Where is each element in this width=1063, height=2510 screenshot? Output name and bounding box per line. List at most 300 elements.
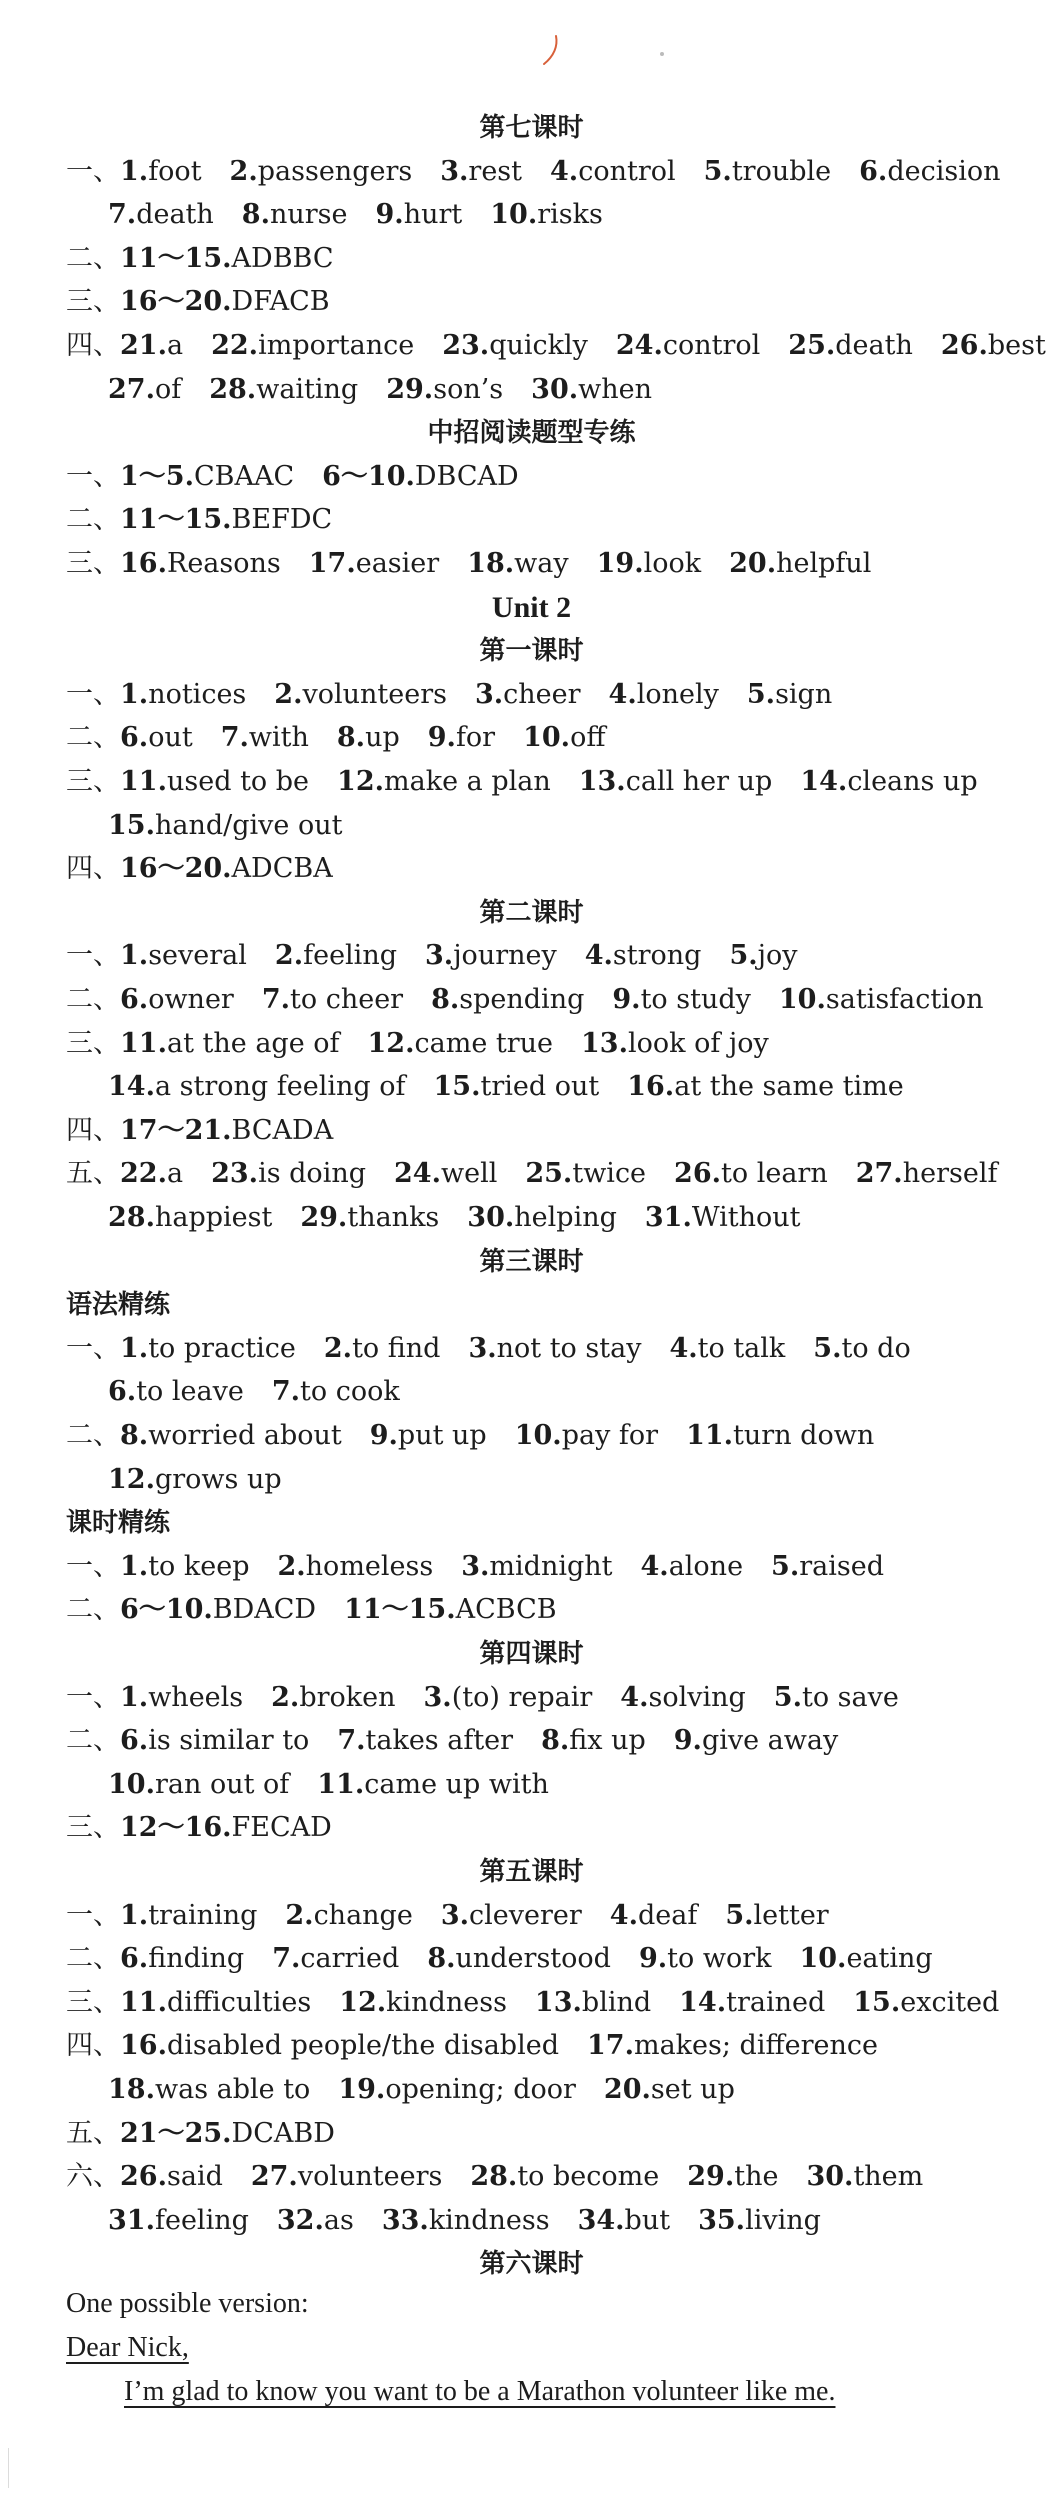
item-number: 11～15. (120, 504, 232, 536)
item-number: 19. (338, 2074, 386, 2105)
answer-item (108, 1464, 282, 1495)
item-number: 21. (120, 330, 167, 361)
item-answer: easier (355, 548, 440, 579)
item-answer: excited (900, 1986, 1000, 2018)
item-answer: trained (726, 1986, 826, 2018)
answer-line (108, 1763, 1033, 1807)
answer-item (338, 2074, 576, 2105)
item-number: 22. (211, 330, 259, 361)
answer-item (337, 722, 400, 753)
answer-item (550, 156, 676, 187)
answer-item (108, 1769, 289, 1800)
section-heading: 第五课时 (479, 1857, 584, 1887)
item-answer: finding (148, 1943, 245, 1975)
item-answer: change (313, 1899, 413, 1931)
answer-item (120, 1333, 296, 1364)
answer-item (581, 1028, 769, 1059)
answer-item (120, 1987, 311, 2018)
part-label: 二、 (66, 1943, 120, 1975)
answer-line (66, 150, 1033, 194)
part-label: 二、 (66, 722, 120, 754)
answer-item (687, 2161, 778, 2192)
item-number: 1～5. (120, 460, 194, 492)
subsection-heading: 课时精练 (66, 1508, 171, 1539)
part-label: 四、 (66, 2030, 120, 2062)
item-number: 8. (336, 722, 366, 754)
item-number: 4. (669, 1332, 698, 1364)
answer-line (108, 1065, 1033, 1109)
item-number: 3. (440, 155, 469, 187)
item-answer: out (148, 722, 193, 754)
answer-line (108, 1370, 1033, 1414)
item-answer: solving (648, 1681, 746, 1713)
item-number: 2. (323, 1332, 353, 1364)
answer-line (66, 237, 1033, 281)
item-answer: decision (887, 155, 1001, 187)
item-number: 1. (120, 1550, 149, 1582)
item-answer: the (734, 2161, 779, 2193)
item-answer: off (570, 722, 606, 754)
section-heading: 中招阅读题型专练 (427, 418, 636, 449)
item-answer: nurse (269, 199, 348, 231)
answer-line (66, 2112, 1033, 2156)
item-answer: kindness (428, 2204, 550, 2236)
item-number: 35. (698, 2204, 746, 2236)
answer-item (531, 374, 652, 405)
answer-item (641, 1551, 744, 1582)
item-number: 3. (440, 1899, 470, 1931)
item-number: 13. (534, 1986, 582, 2018)
item-number: 25. (788, 330, 836, 361)
item-answer: notices (148, 678, 247, 710)
answer-line (66, 1894, 1033, 1938)
item-number: 16～20. (120, 286, 232, 318)
part-label: 二、 (66, 1594, 120, 1626)
item-number: 16. (120, 548, 167, 579)
item-number: 7. (272, 1943, 301, 1975)
item-number: 13. (581, 1027, 628, 1059)
item-number: 1. (120, 1899, 149, 1931)
answer-item (610, 1900, 698, 1931)
answer-item (108, 810, 342, 841)
item-number: 12. (367, 1027, 415, 1059)
item-number: 8. (541, 1725, 570, 1757)
answer-line (66, 1327, 1033, 1371)
item-answer: eating (846, 1943, 933, 1975)
item-answer: a (166, 1158, 184, 1190)
item-answer: death (835, 330, 913, 361)
answer-line (66, 455, 1033, 499)
item-number: 1. (120, 155, 149, 187)
part-label: 三、 (66, 766, 120, 797)
item-answer: takes after (365, 1725, 514, 1757)
item-answer: journey (453, 940, 557, 972)
answer-line (66, 1806, 1033, 1850)
answer-item (620, 1682, 746, 1713)
part-label: 二、 (66, 1725, 120, 1757)
part-label: 一、 (66, 1899, 120, 1931)
item-number: 5. (725, 1899, 754, 1931)
answer-item (337, 766, 551, 797)
answer-line (66, 280, 1033, 324)
answer-item (209, 374, 358, 405)
item-answer: DBCAD (414, 460, 519, 492)
answer-item (277, 2205, 354, 2236)
item-answer: came up with (364, 1768, 549, 1800)
item-number: 14. (108, 1071, 155, 1103)
section-heading: 第七课时 (479, 113, 584, 143)
item-number: 5. (813, 1332, 842, 1364)
answer-item (120, 156, 202, 187)
item-number: 10. (108, 1768, 155, 1800)
item-number: 32. (276, 2204, 324, 2236)
item-answer: grows up (154, 1463, 282, 1495)
answer-line (66, 542, 1033, 586)
answer-item (627, 1071, 904, 1102)
item-answer: sign (775, 678, 833, 710)
item-number: 2. (271, 1681, 300, 1713)
answer-item (120, 1900, 257, 1931)
answer-item (604, 2074, 735, 2105)
item-number: 29. (687, 2161, 735, 2193)
answer-item (729, 940, 797, 971)
answer-item (120, 679, 246, 710)
item-number: 18. (108, 2074, 155, 2105)
answer-item (120, 1158, 183, 1189)
item-number: 7. (220, 722, 249, 754)
item-number: 2. (277, 1550, 306, 1582)
item-number: 15. (108, 809, 155, 841)
item-answer: control (662, 330, 761, 361)
item-number: 12～16. (120, 1812, 232, 1844)
item-number: 3. (423, 1681, 452, 1713)
item-number: 10. (778, 984, 826, 1015)
answer-item (440, 156, 522, 187)
answer-item (674, 1725, 838, 1756)
item-answer: a (166, 330, 184, 361)
part-label: 一、 (66, 460, 120, 492)
item-number: 7. (337, 1725, 366, 1757)
answer-item (108, 199, 214, 230)
item-answer: BEFDC (231, 504, 333, 536)
item-answer: up (365, 722, 400, 754)
item-answer: tried out (480, 1071, 600, 1103)
item-number: 6. (120, 722, 149, 754)
section-heading: 第二课时 (479, 897, 584, 928)
item-answer: rest (468, 155, 523, 187)
item-answer: alone (668, 1550, 744, 1582)
answer-item (859, 156, 1000, 187)
item-number: 23. (211, 1158, 259, 1190)
item-number: 28. (209, 373, 257, 405)
answer-item (274, 679, 447, 710)
part-label: 二、 (66, 504, 120, 536)
answer-item (616, 330, 760, 361)
item-answer: deaf (637, 1899, 698, 1931)
answer-item (515, 1420, 658, 1451)
item-answer: lonely (636, 678, 719, 710)
item-answer: to save (801, 1681, 899, 1713)
item-number: 11. (317, 1768, 365, 1800)
item-answer: said (166, 2161, 223, 2193)
item-number: 10. (490, 199, 538, 231)
item-answer: pay for (561, 1420, 659, 1451)
answer-item (120, 766, 309, 797)
item-number: 13. (578, 766, 626, 797)
item-answer: to cheer (290, 984, 404, 1015)
item-number: 19. (596, 548, 644, 579)
answer-item (251, 2161, 442, 2192)
answer-item (431, 984, 584, 1015)
item-answer: BCADA (231, 1114, 334, 1146)
item-answer: worried about (148, 1420, 342, 1451)
answer-line (108, 2199, 1033, 2243)
item-number: 8. (431, 984, 460, 1015)
item-number: 12. (339, 1986, 387, 2018)
answer-line (66, 1937, 1033, 1981)
answer-item (424, 1682, 593, 1713)
item-answer: herself (902, 1158, 998, 1190)
answer-line (66, 1981, 1033, 2025)
item-answer: a strong feeling of (154, 1071, 406, 1103)
answer-line (66, 1588, 1033, 1632)
answer-item (120, 243, 334, 274)
answer-item (230, 156, 413, 187)
answer-item (523, 722, 605, 753)
answer-item (578, 2205, 671, 2236)
item-answer: feeling (154, 2204, 249, 2236)
part-label: 五、 (66, 2117, 120, 2149)
item-number: 9. (612, 984, 641, 1015)
item-answer: satisfaction (825, 984, 984, 1015)
answer-item (272, 1376, 400, 1407)
answer-item (120, 1682, 243, 1713)
subsection-heading: 语法精练 (66, 1290, 171, 1321)
item-answer: to leave (136, 1376, 244, 1408)
answer-item (788, 330, 913, 361)
item-answer: helpful (776, 548, 872, 579)
answer-item (704, 156, 832, 187)
item-answer: with (248, 722, 309, 754)
answer-item (272, 1943, 399, 1974)
item-answer: risks (537, 199, 603, 231)
answer-item (120, 1812, 332, 1843)
item-answer: makes; difference (633, 2030, 879, 2062)
answer-item (806, 2161, 923, 2192)
section-heading: 第三课时 (479, 1246, 584, 1277)
item-number: 14. (800, 766, 848, 797)
item-number: 15. (433, 1071, 481, 1103)
answer-item (470, 2161, 659, 2192)
answer-line (66, 673, 1033, 717)
item-answer: to talk (697, 1332, 786, 1364)
item-number: 17～21. (120, 1114, 232, 1146)
edge-line (8, 2448, 17, 2488)
answer-line (66, 847, 1033, 891)
item-number: 3. (474, 678, 504, 710)
part-label: 六、 (66, 2161, 120, 2193)
answer-item (853, 1987, 999, 2018)
item-number: 30. (806, 2161, 854, 2193)
item-answer: look (643, 548, 702, 579)
item-answer: happiest (154, 1202, 273, 1233)
answer-item (441, 1900, 582, 1931)
answer-item (813, 1333, 910, 1364)
item-answer: not to stay (496, 1332, 642, 1364)
answer-line (66, 1545, 1033, 1589)
answer-item (108, 1202, 272, 1233)
answer-item (475, 679, 581, 710)
item-answer: trouble (731, 155, 832, 187)
answer-item (368, 1028, 554, 1059)
answer-item (698, 2205, 821, 2236)
answer-item (271, 1682, 395, 1713)
part-label: 四、 (66, 853, 120, 885)
item-number: 4. (550, 155, 579, 187)
item-answer: was able to (154, 2074, 311, 2105)
part-label: 三、 (66, 1986, 120, 2018)
item-answer: (to) repair (451, 1681, 593, 1713)
item-number: 28. (470, 2161, 518, 2193)
item-answer: kindness (386, 1986, 507, 2018)
item-number: 29. (386, 373, 434, 405)
answer-item (309, 548, 439, 579)
item-answer: cheer (503, 678, 581, 710)
item-answer: turn down (733, 1420, 875, 1451)
answer-item (370, 1420, 487, 1451)
item-answer: used to be (166, 766, 310, 797)
answer-item (120, 1594, 316, 1625)
answer-item (120, 1028, 340, 1059)
answer-line (66, 934, 1033, 978)
answer-line (66, 1022, 1033, 1066)
item-answer: training (148, 1899, 258, 1931)
answer-item (108, 1376, 244, 1407)
answer-item (674, 1158, 828, 1189)
answer-item (490, 199, 603, 230)
answer-line (66, 2024, 1033, 2068)
item-answer: joy (757, 940, 798, 972)
item-answer: living (745, 2204, 821, 2236)
item-number: 20. (603, 2074, 651, 2105)
part-label: 五、 (66, 1158, 120, 1190)
item-number: 33. (381, 2204, 429, 2236)
item-answer: several (148, 940, 247, 972)
part-label: 三、 (66, 1027, 120, 1059)
item-answer: give away (701, 1725, 839, 1757)
answer-item (221, 722, 309, 753)
item-number: 4. (620, 1681, 649, 1713)
answer-item (120, 1420, 342, 1451)
answer-line (66, 1109, 1033, 1153)
item-number: 27. (108, 373, 155, 405)
answer-item (324, 1333, 441, 1364)
item-number: 1. (120, 1681, 149, 1713)
answer-item (535, 1987, 651, 2018)
item-answer: midnight (489, 1550, 613, 1582)
item-number: 3. (468, 1332, 497, 1364)
item-answer: broken (299, 1681, 396, 1713)
item-answer: at the age of (166, 1027, 340, 1059)
part-label: 二、 (66, 984, 120, 1015)
item-number: 5. (746, 678, 776, 710)
answer-item (120, 461, 294, 492)
item-answer: to cook (300, 1376, 400, 1408)
answer-item (108, 2205, 249, 2236)
item-answer: passengers (257, 155, 413, 187)
answer-item (376, 199, 463, 230)
unit-title: Unit 2 (491, 590, 572, 624)
item-number: 10. (514, 1420, 562, 1451)
item-answer: quickly (489, 330, 588, 361)
item-number: 26. (120, 2161, 167, 2193)
item-answer: twice (572, 1158, 647, 1190)
item-answer: control (578, 155, 676, 187)
item-number: 15. (853, 1986, 901, 2018)
item-number: 14. (679, 1986, 727, 2018)
item-answer: difficulties (166, 1986, 312, 2018)
item-answer: way (514, 548, 569, 579)
item-answer: came true (414, 1027, 554, 1059)
item-number: 3. (461, 1550, 490, 1582)
item-number: 11～15. (344, 1594, 456, 1626)
item-answer: CBAAC (193, 460, 295, 492)
answer-item (108, 1071, 406, 1102)
item-number: 16. (627, 1071, 675, 1103)
part-label: 二、 (66, 1420, 120, 1451)
item-number: 5. (773, 1681, 802, 1713)
answer-line (108, 1458, 1033, 1502)
item-number: 7. (108, 199, 137, 231)
answer-line (66, 1676, 1033, 1720)
answer-item (467, 1202, 617, 1233)
answer-item (211, 1158, 366, 1189)
answer-item (382, 2205, 550, 2236)
item-answer: spending (459, 984, 585, 1015)
item-number: 10. (523, 722, 571, 754)
item-answer: to work (667, 1943, 772, 1975)
item-answer: at the same time (674, 1071, 904, 1103)
item-number: 5. (703, 155, 732, 187)
item-number: 30. (467, 1202, 515, 1233)
answer-line (108, 193, 1033, 237)
item-number: 22. (120, 1158, 167, 1190)
item-answer: raised (799, 1550, 884, 1582)
answer-item (442, 330, 588, 361)
answer-item (120, 853, 333, 884)
item-number: 30. (531, 373, 579, 405)
item-answer: helping (514, 1202, 617, 1233)
item-answer: them (853, 2161, 924, 2193)
item-answer: disabled people/the disabled (166, 2030, 559, 2062)
item-answer: Without (691, 1202, 801, 1233)
item-number: 6. (108, 1376, 137, 1408)
essay-salutation: Dear Nick, (66, 2332, 189, 2363)
item-number: 16. (120, 2030, 167, 2062)
item-number: 1. (120, 940, 149, 972)
item-answer: volunteers (302, 678, 447, 710)
answer-item (645, 1202, 801, 1233)
answer-item (120, 984, 234, 1015)
item-number: 24. (615, 330, 663, 361)
item-number: 12. (108, 1463, 155, 1495)
answer-item (120, 2030, 559, 2061)
item-number: 6. (120, 1725, 149, 1757)
answer-item (587, 2030, 878, 2061)
answer-item (275, 940, 397, 971)
item-number: 26. (940, 330, 988, 361)
item-answer: owner (148, 984, 234, 1015)
